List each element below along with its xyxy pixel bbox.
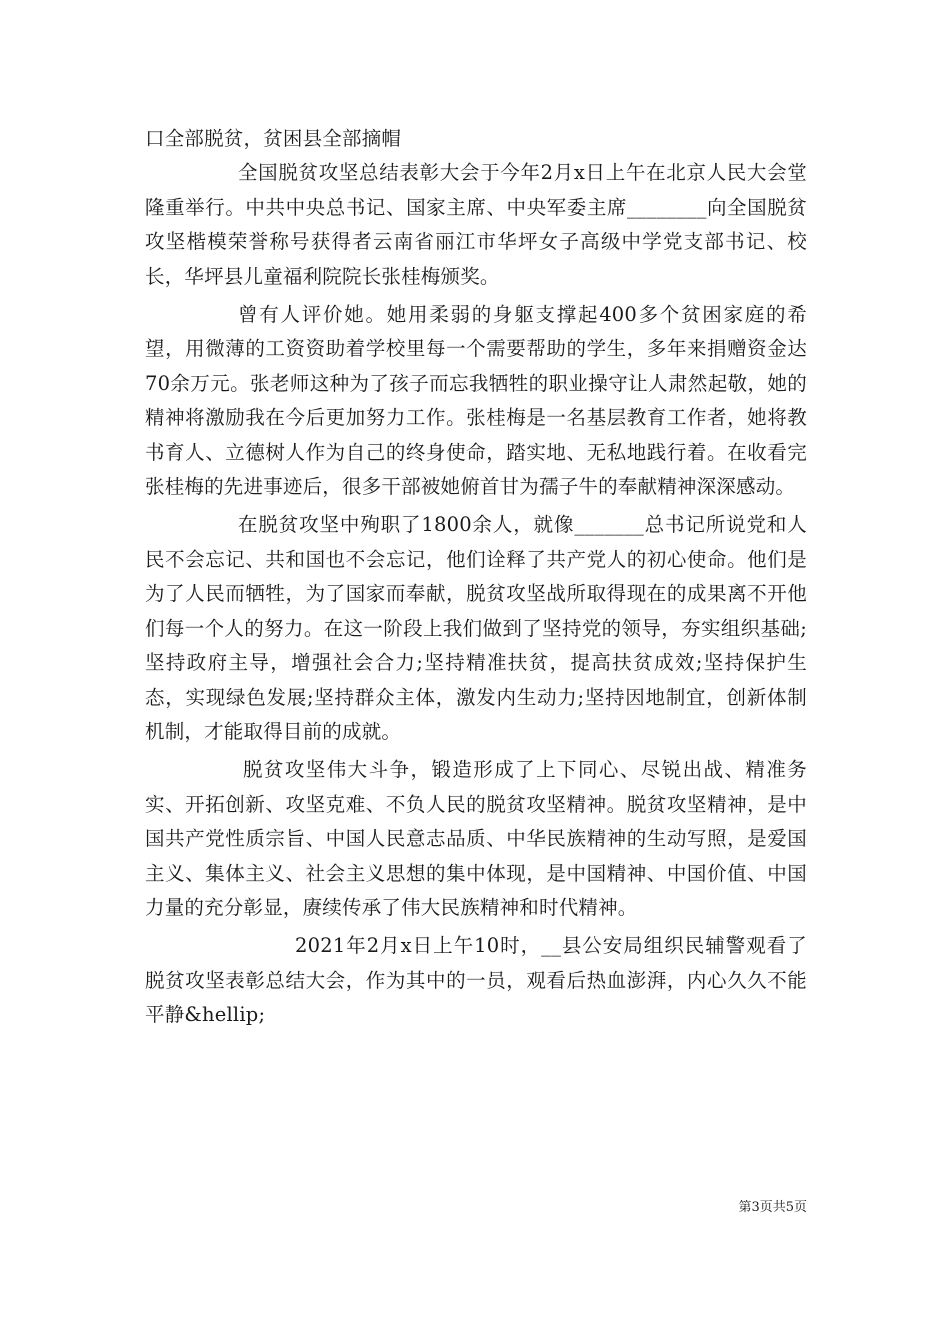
paragraph-1: 口全部脱贫，贫困县全部摘帽 — [145, 127, 402, 150]
paragraph-3: 曾有人评价她。她用柔弱的身躯支撑起400多个贫困家庭的希望，用微薄的工资资助着学校里每一个需要帮助的学生，多年来捐赠资金达70余万元。张老师这种为了孩子而忘我牺牲的职业操守让人肃然起敬，她的精神将激励我在今后更加努力工作。张桂梅是一名基层教育工作者，她将教书育人、立德树人作为自己的终身使命，踏实地、无私地践行着。在收看完张桂梅的先进事迹后，很多干部被她俯首甘为孺子牛的奉献精神深深感动。 — [145, 303, 807, 499]
document-body — [145, 122, 807, 1033]
page-number-footer: 第3页共5页 — [738, 1200, 807, 1215]
paragraph-4: 在脱贫攻坚中殉职了1800余人，就像_______总书记所说党和人民不会忘记、共和国也不会忘记，他们诠释了共产党人的初心使命。他们是为了人民而牺牲，为了国家而奉献，脱贫攻坚战所取得现在的成果离不开他们每一个人的努力。在这一阶段上我们做到了坚持党的领导，夯实组织基础;坚持政府主导，增强社会合力;坚持精准扶贫，提高扶贫成效;坚持保护生态，实现绿色发展;坚持群众主体，激发内生动力;坚持因地制宜，创新体制机制，才能取得目前的成就。 — [145, 513, 807, 743]
paragraph-2: 全国脱贫攻坚总结表彰大会于今年2月x日上午在北京人民大会堂隆重举行。中共中央总书记、国家主席、中央军委主席________向全国脱贫攻坚楷模荣誉称号获得者云南省丽江市华坪女子高级中学党支部书记、校长，华坪县儿童福利院院长张桂梅颁奖。 — [145, 161, 807, 288]
paragraph-5: 脱贫攻坚伟大斗争，锻造形成了上下同心、尽锐出战、精准务实、开拓创新、攻坚克难、不负人民的脱贫攻坚精神。脱贫攻坚精神，是中国共产党性质宗旨、中国人民意志品质、中华民族精神的生动写照，是爱国主义、集体主义、社会主义思想的集中体现，是中国精神、中国价值、中国力量的充分彰显，赓续传承了伟大民族精神和时代精神。 — [145, 758, 807, 919]
paragraph-6: 2021年2月x日上午10时，__县公安局组织民辅警观看了脱贫攻坚表彰总结大会，作为其中的一员，观看后热血澎湃，内心久久不能平静&hellip; — [145, 934, 807, 1027]
